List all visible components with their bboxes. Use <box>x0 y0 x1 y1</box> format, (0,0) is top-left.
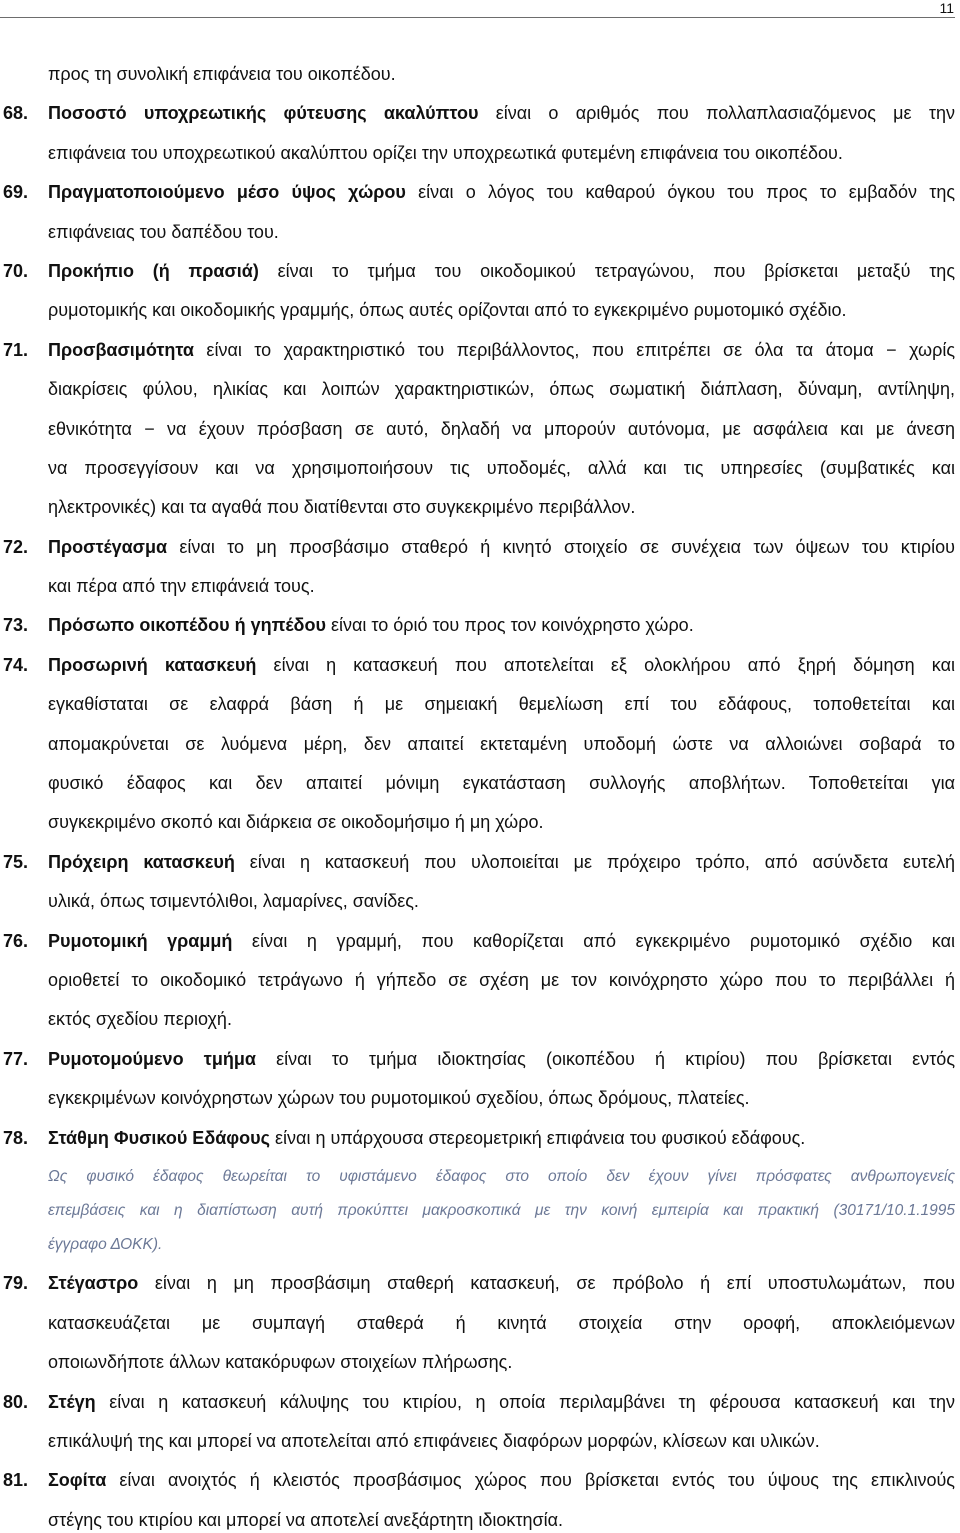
definition-text: είναι το όριό του προς τον κοινόχρηστο χώρο. <box>330 615 694 636</box>
note-line: έγγραφο ΔΟΚΚ). <box>48 1235 163 1253</box>
definition-number: 79. <box>3 1273 29 1294</box>
definition-line: εθνικότητα − να έχουν πρόσβαση σε αυτό, δηλαδή να μπορούν αυτόνομα, με ασφάλεια και με άνεση <box>48 418 955 439</box>
definition-line: και πέρα από την επιφάνειά τους. <box>48 576 315 597</box>
definition-line: οριοθετεί το οικοδομικό τετράγωνο ή γήπεδο σε σχέση με τον κοινόχρηστο χώρο που το περιβάλλει ή <box>48 969 955 990</box>
definition-first-line <box>3 182 956 203</box>
definition-term: Στέγαστρο <box>48 1273 139 1294</box>
definition-item <box>3 536 955 597</box>
definition-term: Προσβασιμότητα <box>48 339 194 360</box>
definition-item <box>3 182 956 242</box>
definition-line: εγκαθίσταται σε ελαφρά βάση ή με σημειακή θεμελίωση επί του εδάφους, τοποθετείται και <box>48 694 955 715</box>
definition-first-line <box>3 103 955 124</box>
definition-line: οποιωνδήποτε άλλων κατακόρυφων στοιχείων πλήρωσης. <box>48 1352 513 1373</box>
definition-text: είναι το μη προσβάσιμο σταθερό ή κινητό στοιχείο σε συνέχεια των όψεων του κτιρίου <box>179 536 955 557</box>
definition-first-line <box>3 339 955 361</box>
definition-number: 71. <box>3 339 29 360</box>
definition-first-line <box>3 930 955 952</box>
definition-term: Σοφίτα <box>48 1470 107 1491</box>
definition-line: να προσεγγίσουν και να χρησιμοποιήσουν τις υποδομές, αλλά και τις υπηρεσίες (συμβατικές και <box>48 457 955 478</box>
definition-term: Προσωρινή κατασκευή <box>48 654 257 675</box>
continued-line: προς τη συνολική επιφάνεια του οικοπέδου. <box>48 64 396 84</box>
definition-first-line <box>3 1391 955 1413</box>
definition-line: εκτός σχεδίου περιοχή. <box>48 1009 232 1030</box>
definition-first-line <box>3 536 955 558</box>
definition-text: είναι η μη προσβάσιμη σταθερή κατασκευή, σε πρόβολο ή επί υποστυλωμάτων, που <box>154 1273 955 1294</box>
definition-term: Στάθμη Φυσικού Εδάφους <box>48 1127 271 1148</box>
definition-number: 76. <box>3 930 29 951</box>
definition-first-line <box>3 1048 955 1070</box>
definition-line: φυσικό έδαφος και δεν απαιτεί μόνιμη εγκατάσταση συλλογής αποβλήτων. Τοποθετείται για <box>48 773 955 794</box>
definition-text: είναι το τμήμα του οικοδομικού τετραγώνου, που βρίσκεται μεταξύ της <box>277 260 955 281</box>
page-number: 11 <box>939 0 954 16</box>
definition-term: Προκήπιο (ή πρασιά) <box>48 260 259 281</box>
definition-number: 69. <box>3 182 29 203</box>
definition-item <box>3 930 955 1031</box>
definition-text: είναι η κατασκευή που αποτελείται εξ ολοκλήρου από ξηρή δόμηση και <box>273 654 955 675</box>
definition-term: Ποσοστό υποχρεωτικής φύτευσης ακαλύπτου <box>48 103 479 124</box>
definition-number: 81. <box>3 1470 29 1491</box>
definition-line: επιφάνειας του δαπέδου του. <box>48 221 279 242</box>
note-line: επεμβάσεις και η διαπίστωση αυτή προκύπτει μακροσκοπικά με την κοινή εμπειρία και πρακτική (30171/10.1.1995 <box>48 1201 955 1219</box>
definition-line: ηλεκτρονικές) και τα αγαθά που διατίθενται στο συγκεκριμένο περιβάλλον. <box>48 497 636 518</box>
definition-first-line <box>3 654 955 676</box>
definition-item <box>3 615 955 636</box>
definition-first-line <box>3 1273 955 1294</box>
definition-item <box>3 1273 955 1373</box>
definition-first-line <box>3 260 955 282</box>
definition-text: είναι η κατασκευή κάλυψης του κτιρίου, η οποία περιλαμβάνει τη φέρουσα κατασκευή και την <box>109 1391 955 1412</box>
definition-line: επικάλυψή της και μπορεί να αποτελείται από επιφάνειες διαφόρων μορφών, κλίσεων και υλικών. <box>48 1430 820 1451</box>
definition-term: Ρυμοτομούμενο τμήμα <box>48 1048 256 1069</box>
definition-text: είναι η υπάρχουσα στερεομετρική επιφάνεια του φυσικού εδάφους. <box>275 1127 806 1148</box>
definition-text: είναι ο λόγος του καθαρού όγκου του προς το εμβαδόν της <box>418 182 956 203</box>
page-header <box>0 0 955 18</box>
definition-term: Προστέγασμα <box>48 536 168 557</box>
definition-number: 78. <box>3 1127 29 1148</box>
definition-item <box>3 1391 955 1452</box>
definition-text: είναι το τμήμα ιδιοκτησίας (οικοπέδου ή κτιρίου) που βρίσκεται εντός <box>276 1048 955 1069</box>
definition-term: Πρόσωπο οικοπέδου ή γηπέδου <box>48 615 326 636</box>
definition-text: είναι το χαρακτηριστικό του περιβάλλοντος, που επιτρέπει σε όλα τα άτομα − χωρίς <box>206 339 955 360</box>
definition-number: 75. <box>3 851 29 872</box>
definition-text: είναι η γραμμή, που καθορίζεται από εγκεκριμένο ρυμοτομικό σχέδιο και <box>251 930 955 951</box>
document-body <box>3 64 956 1531</box>
definition-term: Στέγη <box>48 1391 96 1412</box>
definition-text: είναι ανοιχτός ή κλειστός προσβάσιμος χώρος που βρίσκεται εντός του ύψους της επικλινούς <box>119 1470 955 1491</box>
definition-term: Πραγματοποιούμενο μέσο ύψος χώρου <box>48 182 406 203</box>
definition-line: κατασκευάζεται με συμπαγή σταθερά ή κινητά στοιχεία στην οροφή, αποκλειόμενων <box>48 1312 955 1333</box>
definition-item <box>3 103 955 163</box>
definition-number: 68. <box>3 103 29 124</box>
definition-line: υλικά, όπως τσιμεντόλιθοι, λαμαρίνες, σανίδες. <box>48 891 419 912</box>
definition-text: είναι η κατασκευή που υλοποιείται με πρόχειρο τρόπο, από ασύνδετα ευτελή <box>249 851 955 872</box>
definition-item <box>3 654 955 834</box>
definition-number: 73. <box>3 615 29 636</box>
definition-term: Πρόχειρη κατασκευή <box>48 851 235 872</box>
definition-number: 80. <box>3 1391 29 1412</box>
definition-item <box>3 260 955 321</box>
definition-number: 74. <box>3 654 29 675</box>
definition-line: εγκεκριμένων κοινόχρηστων χώρων του ρυμοτομικού σχεδίου, όπως δρόμους, πλατείες. <box>48 1088 750 1109</box>
definition-first-line <box>3 851 955 873</box>
definition-first-line <box>3 615 955 636</box>
note-line: Ως φυσικό έδαφος θεωρείται το υφιστάμενο έδαφος στο οποίο δεν έχουν γίνει πρόσφατες ανθρωπογενείς <box>48 1167 955 1185</box>
definition-item <box>3 1470 955 1530</box>
definition-line: διακρίσεις φύλου, ηλικίας και λοιπών χαρακτηριστικών, όπως σωματική διάπλαση, δύναμη, αντίληψη, <box>48 379 955 400</box>
definition-line: στέγης του κτιρίου και μπορεί να αποτελεί ανεξάρτητη ιδιοκτησία. <box>48 1509 564 1530</box>
definition-item <box>3 1048 955 1109</box>
definition-text: είναι ο αριθμός που πολλαπλασιαζόμενος με την <box>495 103 955 124</box>
definition-term: Ρυμοτομική γραμμή <box>48 930 233 951</box>
definition-first-line <box>3 1127 955 1149</box>
definition-first-line <box>3 1470 955 1491</box>
definition-line: ρυμοτομικής και οικοδομικής γραμμής, όπως αυτές ορίζονται από το εγκεκριμένο ρυμοτομικό σχέδιο. <box>48 300 847 321</box>
definition-line: συγκεκριμένο σκοπό και διάρκεια σε οικοδομήσιμο ή μη χώρο. <box>48 812 544 833</box>
definition-item <box>3 339 955 519</box>
definition-item <box>3 851 955 912</box>
definition-number: 70. <box>3 260 29 281</box>
definition-line: επιφάνεια του υποχρεωτικού ακαλύπτου ορίζει την υποχρεωτικά φυτεμένη επιφάνεια του οικοπέδου. <box>48 142 843 163</box>
definition-number: 72. <box>3 536 29 557</box>
definition-line: απομακρύνεται σε λυόμενα μέρη, δεν απαιτεί εκτεταμένη υποδομή ώστε να αλλοιώνει σοβαρά το <box>48 733 955 754</box>
definition-note <box>48 1167 955 1255</box>
definition-item <box>3 1127 955 1255</box>
definition-number: 77. <box>3 1048 29 1069</box>
